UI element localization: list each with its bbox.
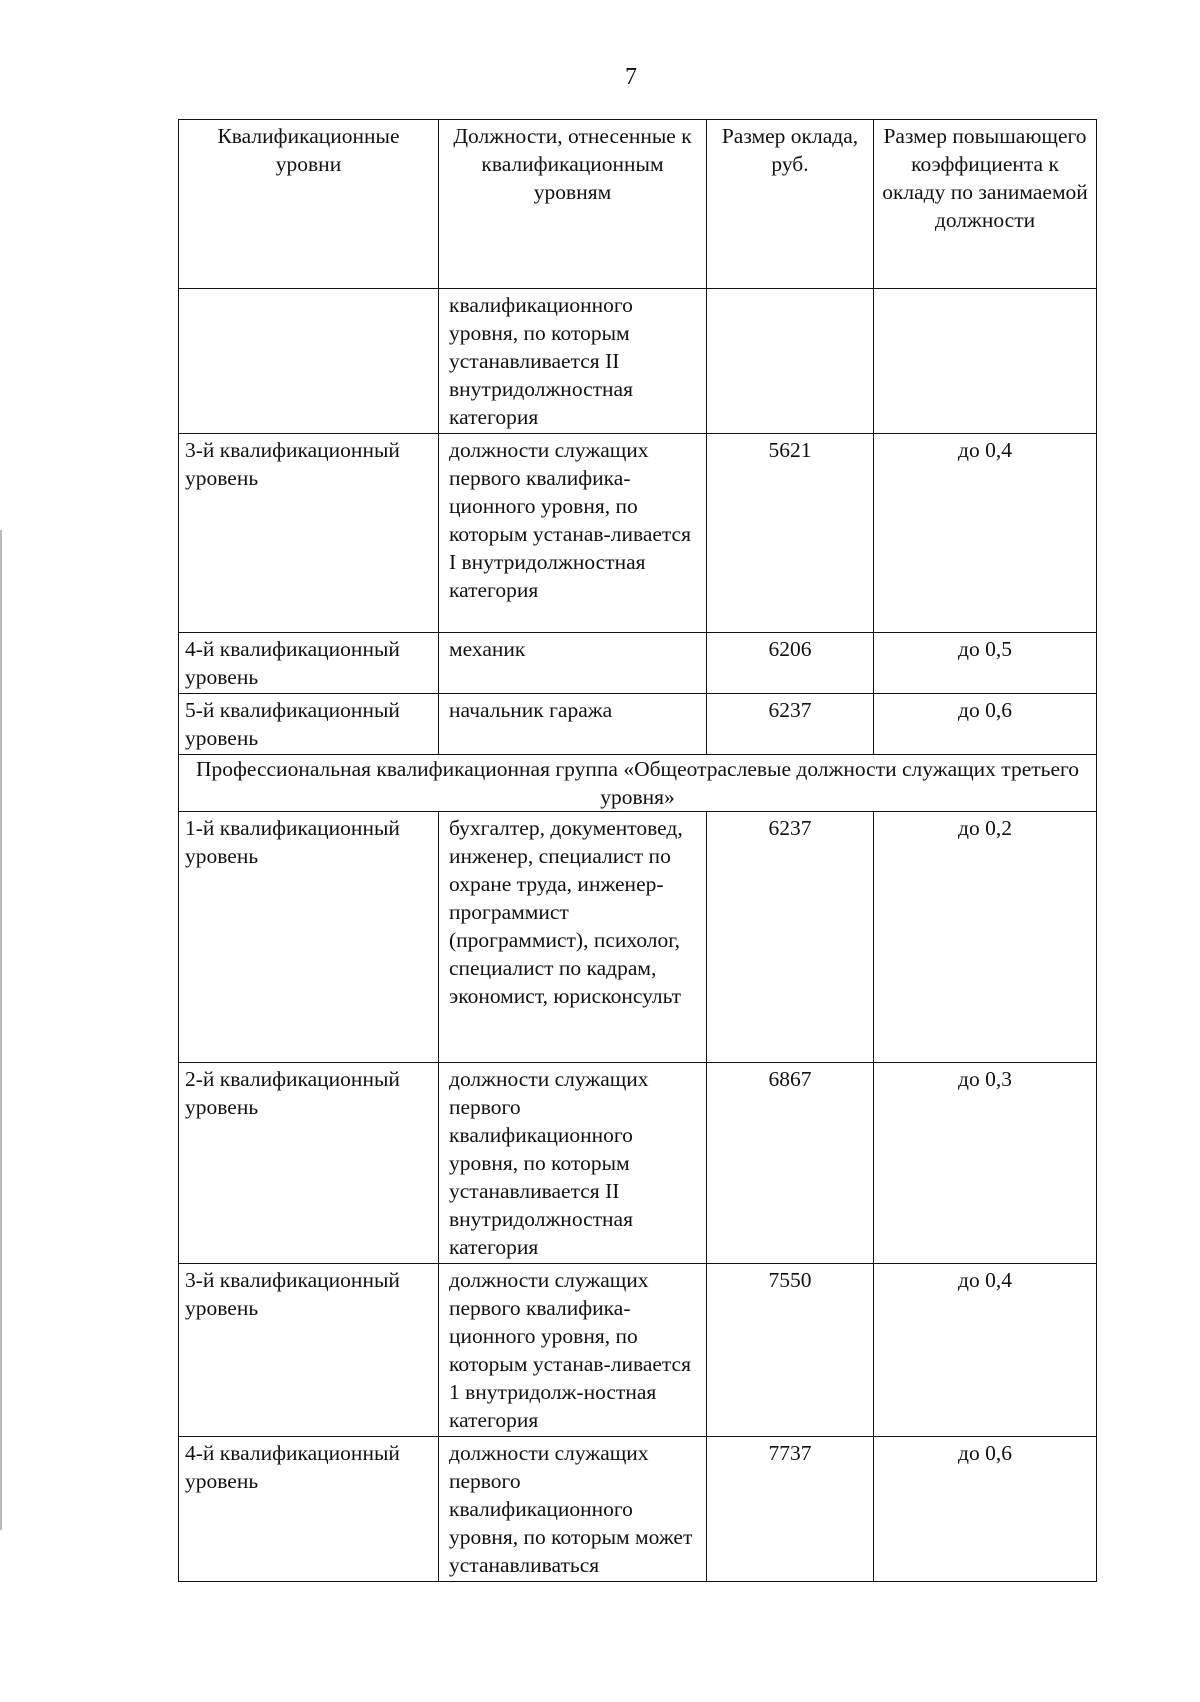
salary-cell: 6237 <box>707 694 874 755</box>
header-salary: Размер оклада, руб. <box>707 120 874 289</box>
salary-table <box>178 119 1097 1582</box>
coefficient-cell: до 0,2 <box>874 812 1097 1063</box>
header-coefficient: Размер повышающего коэффициента к окладу по занимаемой должности <box>874 120 1097 289</box>
table-row <box>179 434 1097 633</box>
coefficient-cell: до 0,6 <box>874 694 1097 755</box>
level-cell: 2-й квалификационный уровень <box>179 1063 439 1264</box>
table-row <box>179 812 1097 1063</box>
table-row <box>179 694 1097 755</box>
page-number: 7 <box>625 64 637 90</box>
table-header-row <box>179 120 1097 289</box>
header-positions: Должности, отнесенные к квалификационным уровням <box>439 120 707 289</box>
positions-cell: должности служащих первого квалифика-ционного уровня, по которым устанав-ливается 1 внутридолж-ностная категория <box>439 1264 707 1437</box>
positions-cell: должности служащих первого квалификационного уровня, по которым может устанавливаться <box>439 1437 707 1582</box>
positions-cell: должности служащих первого квалифика-ционного уровня, по которым устанав-ливается I внутридолжностная категория <box>439 434 707 633</box>
salary-cell: 6867 <box>707 1063 874 1264</box>
table-row <box>179 1264 1097 1437</box>
salary-cell: 6237 <box>707 812 874 1063</box>
coefficient-cell: до 0,4 <box>874 434 1097 633</box>
coefficient-cell: до 0,4 <box>874 1264 1097 1437</box>
positions-cell: начальник гаража <box>439 694 707 755</box>
coefficient-cell: до 0,5 <box>874 633 1097 694</box>
header-levels: Квалификационные уровни <box>179 120 439 289</box>
positions-cell: должности служащих первого квалификационного уровня, по которым устанавливается II внутридолжностная категория <box>439 1063 707 1264</box>
level-cell: 5-й квалификационный уровень <box>179 694 439 755</box>
table-row <box>179 633 1097 694</box>
level-cell: 3-й квалификационный уровень <box>179 434 439 633</box>
level-cell: 4-й квалификационный уровень <box>179 1437 439 1582</box>
coefficient-cell <box>874 289 1097 434</box>
positions-cell: бухгалтер, документовед, инженер, специалист по охране труда, инженер-программист (программист), психолог, специалист по кадрам, экономист, юрисконсульт <box>439 812 707 1063</box>
group-header-row <box>179 755 1097 812</box>
salary-cell: 6206 <box>707 633 874 694</box>
salary-cell: 7550 <box>707 1264 874 1437</box>
salary-cell: 5621 <box>707 434 874 633</box>
level-cell: 4-й квалификационный уровень <box>179 633 439 694</box>
salary-cell <box>707 289 874 434</box>
group-header: Профессиональная квалификационная группа «Общеотраслевые должности служащих третьего уровня» <box>179 755 1097 812</box>
coefficient-cell: до 0,3 <box>874 1063 1097 1264</box>
level-cell <box>179 289 439 434</box>
level-cell: 3-й квалификационный уровень <box>179 1264 439 1437</box>
positions-cell: квалификационного уровня, по которым устанавливается II внутридолжностная категория <box>439 289 707 434</box>
level-cell: 1-й квалификационный уровень <box>179 812 439 1063</box>
salary-cell: 7737 <box>707 1437 874 1582</box>
scan-edge-mark <box>0 530 2 1530</box>
table-row <box>179 289 1097 434</box>
positions-cell: механик <box>439 633 707 694</box>
coefficient-cell: до 0,6 <box>874 1437 1097 1582</box>
table-row <box>179 1437 1097 1582</box>
table-row <box>179 1063 1097 1264</box>
